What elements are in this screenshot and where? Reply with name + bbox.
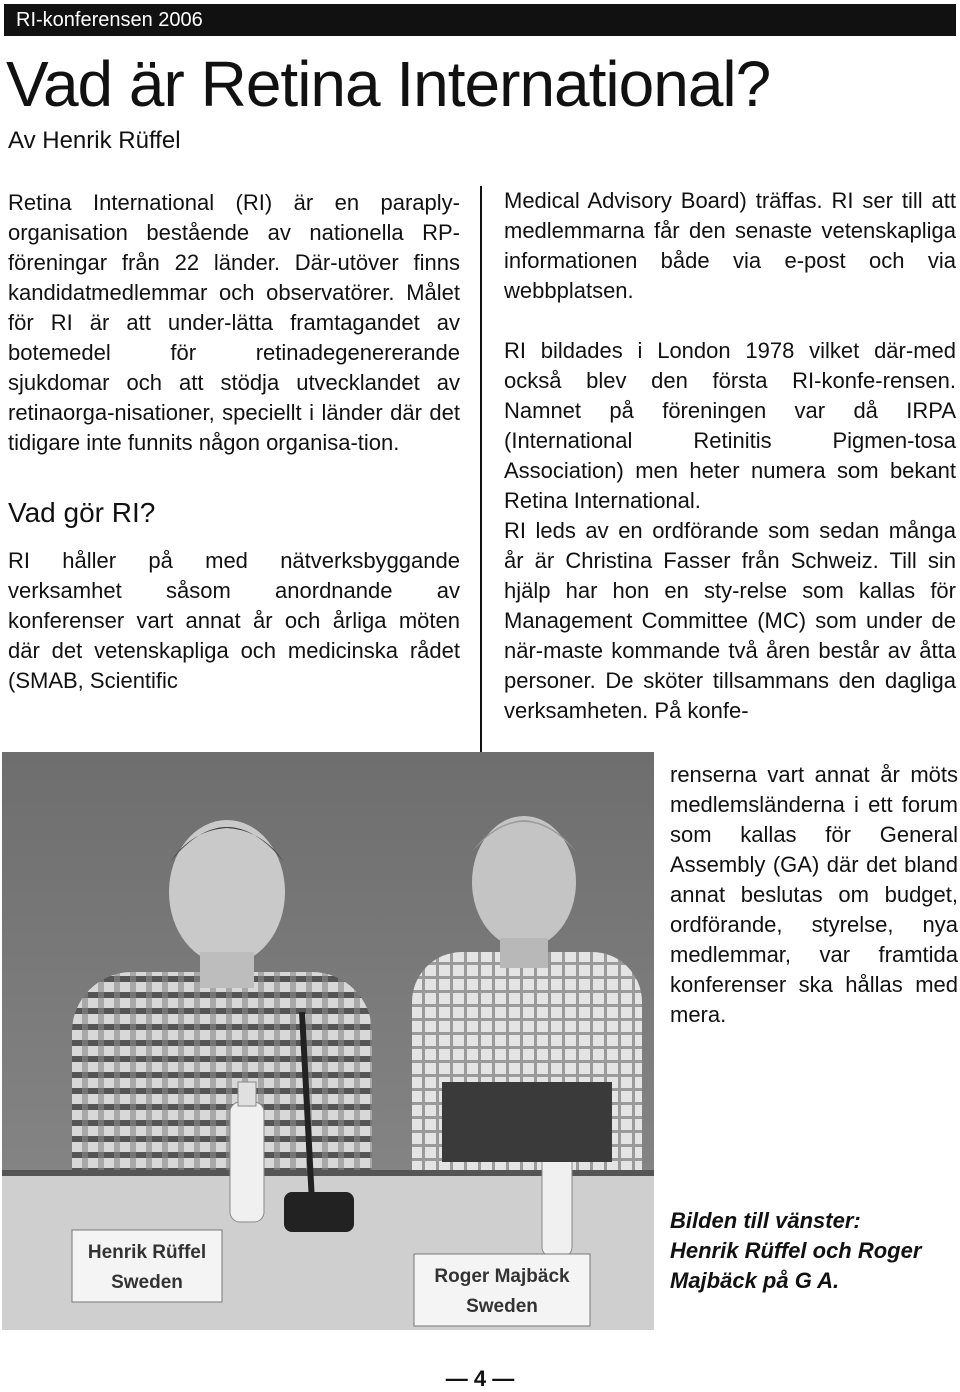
intro-paragraph: Retina International (RI) är en paraply-organisation bestående av nationella RP-föreningar från 22 länder. Där-utöver finns kandidatmedlemmar och observatörer. Målet för RI är att under-lätta framtagandet av botemedel för retinadegenererande sjukdomar och att stödja utvecklandet av retinaorga-nisationer, speciellt i länder där det tidigare inte funnits någon organisa-tion.	[8, 190, 460, 455]
name-card-left-country: Sweden	[111, 1272, 183, 1293]
left-column	[8, 188, 460, 696]
name-card-right	[414, 1254, 590, 1326]
right-column	[504, 186, 956, 726]
right-paragraph-1: Medical Advisory Board) träffas. RI ser till att medlemmarna får den senaste vetenskapliga informationen både via e-post och via webbplatsen.	[504, 188, 956, 303]
section-header-bar	[4, 4, 956, 36]
page-number: — 4 —	[445, 1366, 515, 1391]
name-card-left-name: Henrik Rüffel	[87, 1242, 207, 1263]
name-card-left	[72, 1230, 222, 1302]
subheading-vad-gor-ri: Vad gör RI?	[8, 497, 156, 528]
column-divider	[480, 186, 482, 752]
article-byline: Av Henrik Rüffel	[8, 127, 181, 154]
name-card-right-name: Roger Majbäck	[434, 1266, 570, 1287]
photo-illustration	[2, 752, 654, 1330]
right-paragraph-3: RI leds av en ordförande som sedan många år är Christina Fasser från Schweiz. Till sin hjälp har hon en sty-relse som kallas för Management Committee (MC) som under de när-maste kommande två åren består av åtta personer. De sköter tillsammans den dagliga verksamheten. På konfe-	[504, 518, 956, 723]
body-paragraph: RI håller på med nätverksbyggande verksamhet såsom anordnande av konferenser vart annat år och årliga möten där det vetenskapliga och medicinska rådet (SMAB, Scientific	[8, 548, 460, 693]
photo-caption	[670, 1206, 958, 1296]
right-paragraph-2: RI bildades i London 1978 vilket där-med också blev den första RI-konfe-rensen. Namnet på föreningen var då IRPA (International Retinitis Pigmen-tosa Association) men heter numera som bekant Retina International.	[504, 338, 956, 513]
caption-line-2: Henrik Rüffel och Roger Majbäck på G A.	[670, 1238, 922, 1293]
conference-photo	[2, 752, 654, 1330]
wrap-paragraph: renserna vart annat år möts medlemsländerna i ett forum som kallas för General Assembly (GA) där det bland annat beslutas om budget, ordförande, styrelse, nya medlemmar, var framtida konferenser ska hållas med mera.	[670, 762, 958, 1027]
binder	[442, 1082, 612, 1162]
section-label: RI-konferensen 2006	[16, 9, 203, 31]
article-title: Vad är Retina International?	[6, 48, 771, 120]
caption-line-1: Bilden till vänster:	[670, 1208, 861, 1233]
name-card-right-country: Sweden	[466, 1296, 538, 1317]
wrap-column	[670, 760, 958, 1030]
